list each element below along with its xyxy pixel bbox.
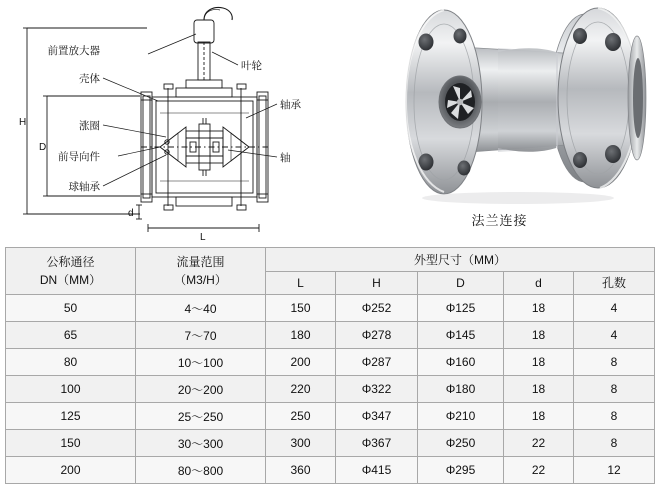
cell-d-small: 22 <box>504 457 574 484</box>
table-row <box>6 376 655 403</box>
label-front-guide: 前导向件 <box>58 151 100 163</box>
cell-h: Φ278 <box>336 322 418 349</box>
cell-l: 200 <box>266 349 336 376</box>
header-h: H <box>336 271 418 295</box>
cell-holes: 8 <box>574 403 655 430</box>
photo-caption: 法兰连接 <box>471 213 528 228</box>
header-nominal-diameter-line1: 公称通径 <box>46 255 95 269</box>
cell-l: 220 <box>266 376 336 403</box>
cell-l: 180 <box>266 322 336 349</box>
cell-dn: 50 <box>6 295 136 322</box>
specification-table-wrap <box>5 247 654 484</box>
cell-dn: 150 <box>6 430 136 457</box>
table-header-row-1 <box>6 248 655 272</box>
cell-holes: 8 <box>574 376 655 403</box>
table-row <box>6 322 655 349</box>
cell-holes: 4 <box>574 322 655 349</box>
cell-holes: 8 <box>574 349 655 376</box>
label-impeller: 叶轮 <box>241 60 262 72</box>
header-flow-range-line1: 流量范围 <box>176 255 225 269</box>
cell-flow: 30～300 <box>136 430 266 457</box>
cell-h: Φ347 <box>336 403 418 430</box>
cell-flow: 4～40 <box>136 295 266 322</box>
cell-holes: 12 <box>574 457 655 484</box>
cell-l: 360 <box>266 457 336 484</box>
flange-flowmeter-photo <box>348 2 651 210</box>
cell-d-small: 18 <box>504 403 574 430</box>
cell-h: Φ252 <box>336 295 418 322</box>
cell-d-small: 18 <box>504 349 574 376</box>
cell-d: Φ295 <box>418 457 504 484</box>
table-row <box>6 430 655 457</box>
header-d-small: d <box>504 271 574 295</box>
cell-h: Φ367 <box>336 430 418 457</box>
top-illustration-area <box>0 0 659 242</box>
header-hole-count: 孔数 <box>574 271 655 295</box>
table-row <box>6 295 655 322</box>
flowmeter-schematic <box>0 0 340 242</box>
cell-dn: 100 <box>6 376 136 403</box>
cell-dn: 200 <box>6 457 136 484</box>
dimension-h: H <box>19 117 27 128</box>
label-housing: 壳体 <box>79 73 100 85</box>
header-flow-range-line2: （M3/H） <box>174 273 227 287</box>
cell-holes: 4 <box>574 295 655 322</box>
cell-d: Φ180 <box>418 376 504 403</box>
label-preamplifier: 前置放大器 <box>47 45 100 57</box>
cell-h: Φ415 <box>336 457 418 484</box>
cell-l: 150 <box>266 295 336 322</box>
table-row <box>6 403 655 430</box>
cell-d-small: 22 <box>504 430 574 457</box>
cell-d: Φ145 <box>418 322 504 349</box>
cell-d: Φ125 <box>418 295 504 322</box>
header-l: L <box>266 271 336 295</box>
cell-l: 250 <box>266 403 336 430</box>
header-nominal-diameter-line2: DN（MM） <box>39 273 102 287</box>
label-ring: 涨圈 <box>79 120 100 132</box>
header-outline-dimensions: 外型尺寸（MM） <box>266 248 655 272</box>
cell-h: Φ322 <box>336 376 418 403</box>
cell-dn: 125 <box>6 403 136 430</box>
dimension-d-big: D <box>39 142 47 153</box>
cell-flow: 80～800 <box>136 457 266 484</box>
header-flow-range <box>136 248 266 295</box>
cell-l: 300 <box>266 430 336 457</box>
cell-d-small: 18 <box>504 322 574 349</box>
table-row <box>6 349 655 376</box>
cell-holes: 8 <box>574 430 655 457</box>
cell-flow: 7～70 <box>136 322 266 349</box>
specification-table <box>5 247 655 484</box>
header-d: D <box>418 271 504 295</box>
cell-dn: 65 <box>6 322 136 349</box>
header-nominal-diameter <box>6 248 136 295</box>
dimension-d-small: d <box>128 208 134 219</box>
cell-flow: 10～100 <box>136 349 266 376</box>
cell-d-small: 18 <box>504 376 574 403</box>
label-shaft: 轴 <box>280 152 291 164</box>
cell-dn: 80 <box>6 349 136 376</box>
label-bearing: 轴承 <box>280 99 301 111</box>
cell-flow: 25～250 <box>136 403 266 430</box>
label-ball-bearing: 球轴承 <box>68 181 100 193</box>
cell-h: Φ287 <box>336 349 418 376</box>
table-row <box>6 457 655 484</box>
cell-d: Φ160 <box>418 349 504 376</box>
cell-d-small: 18 <box>504 295 574 322</box>
cell-flow: 20～200 <box>136 376 266 403</box>
product-photo-panel <box>340 0 659 242</box>
dimension-l: L <box>200 232 206 242</box>
cell-d: Φ210 <box>418 403 504 430</box>
cell-d: Φ250 <box>418 430 504 457</box>
